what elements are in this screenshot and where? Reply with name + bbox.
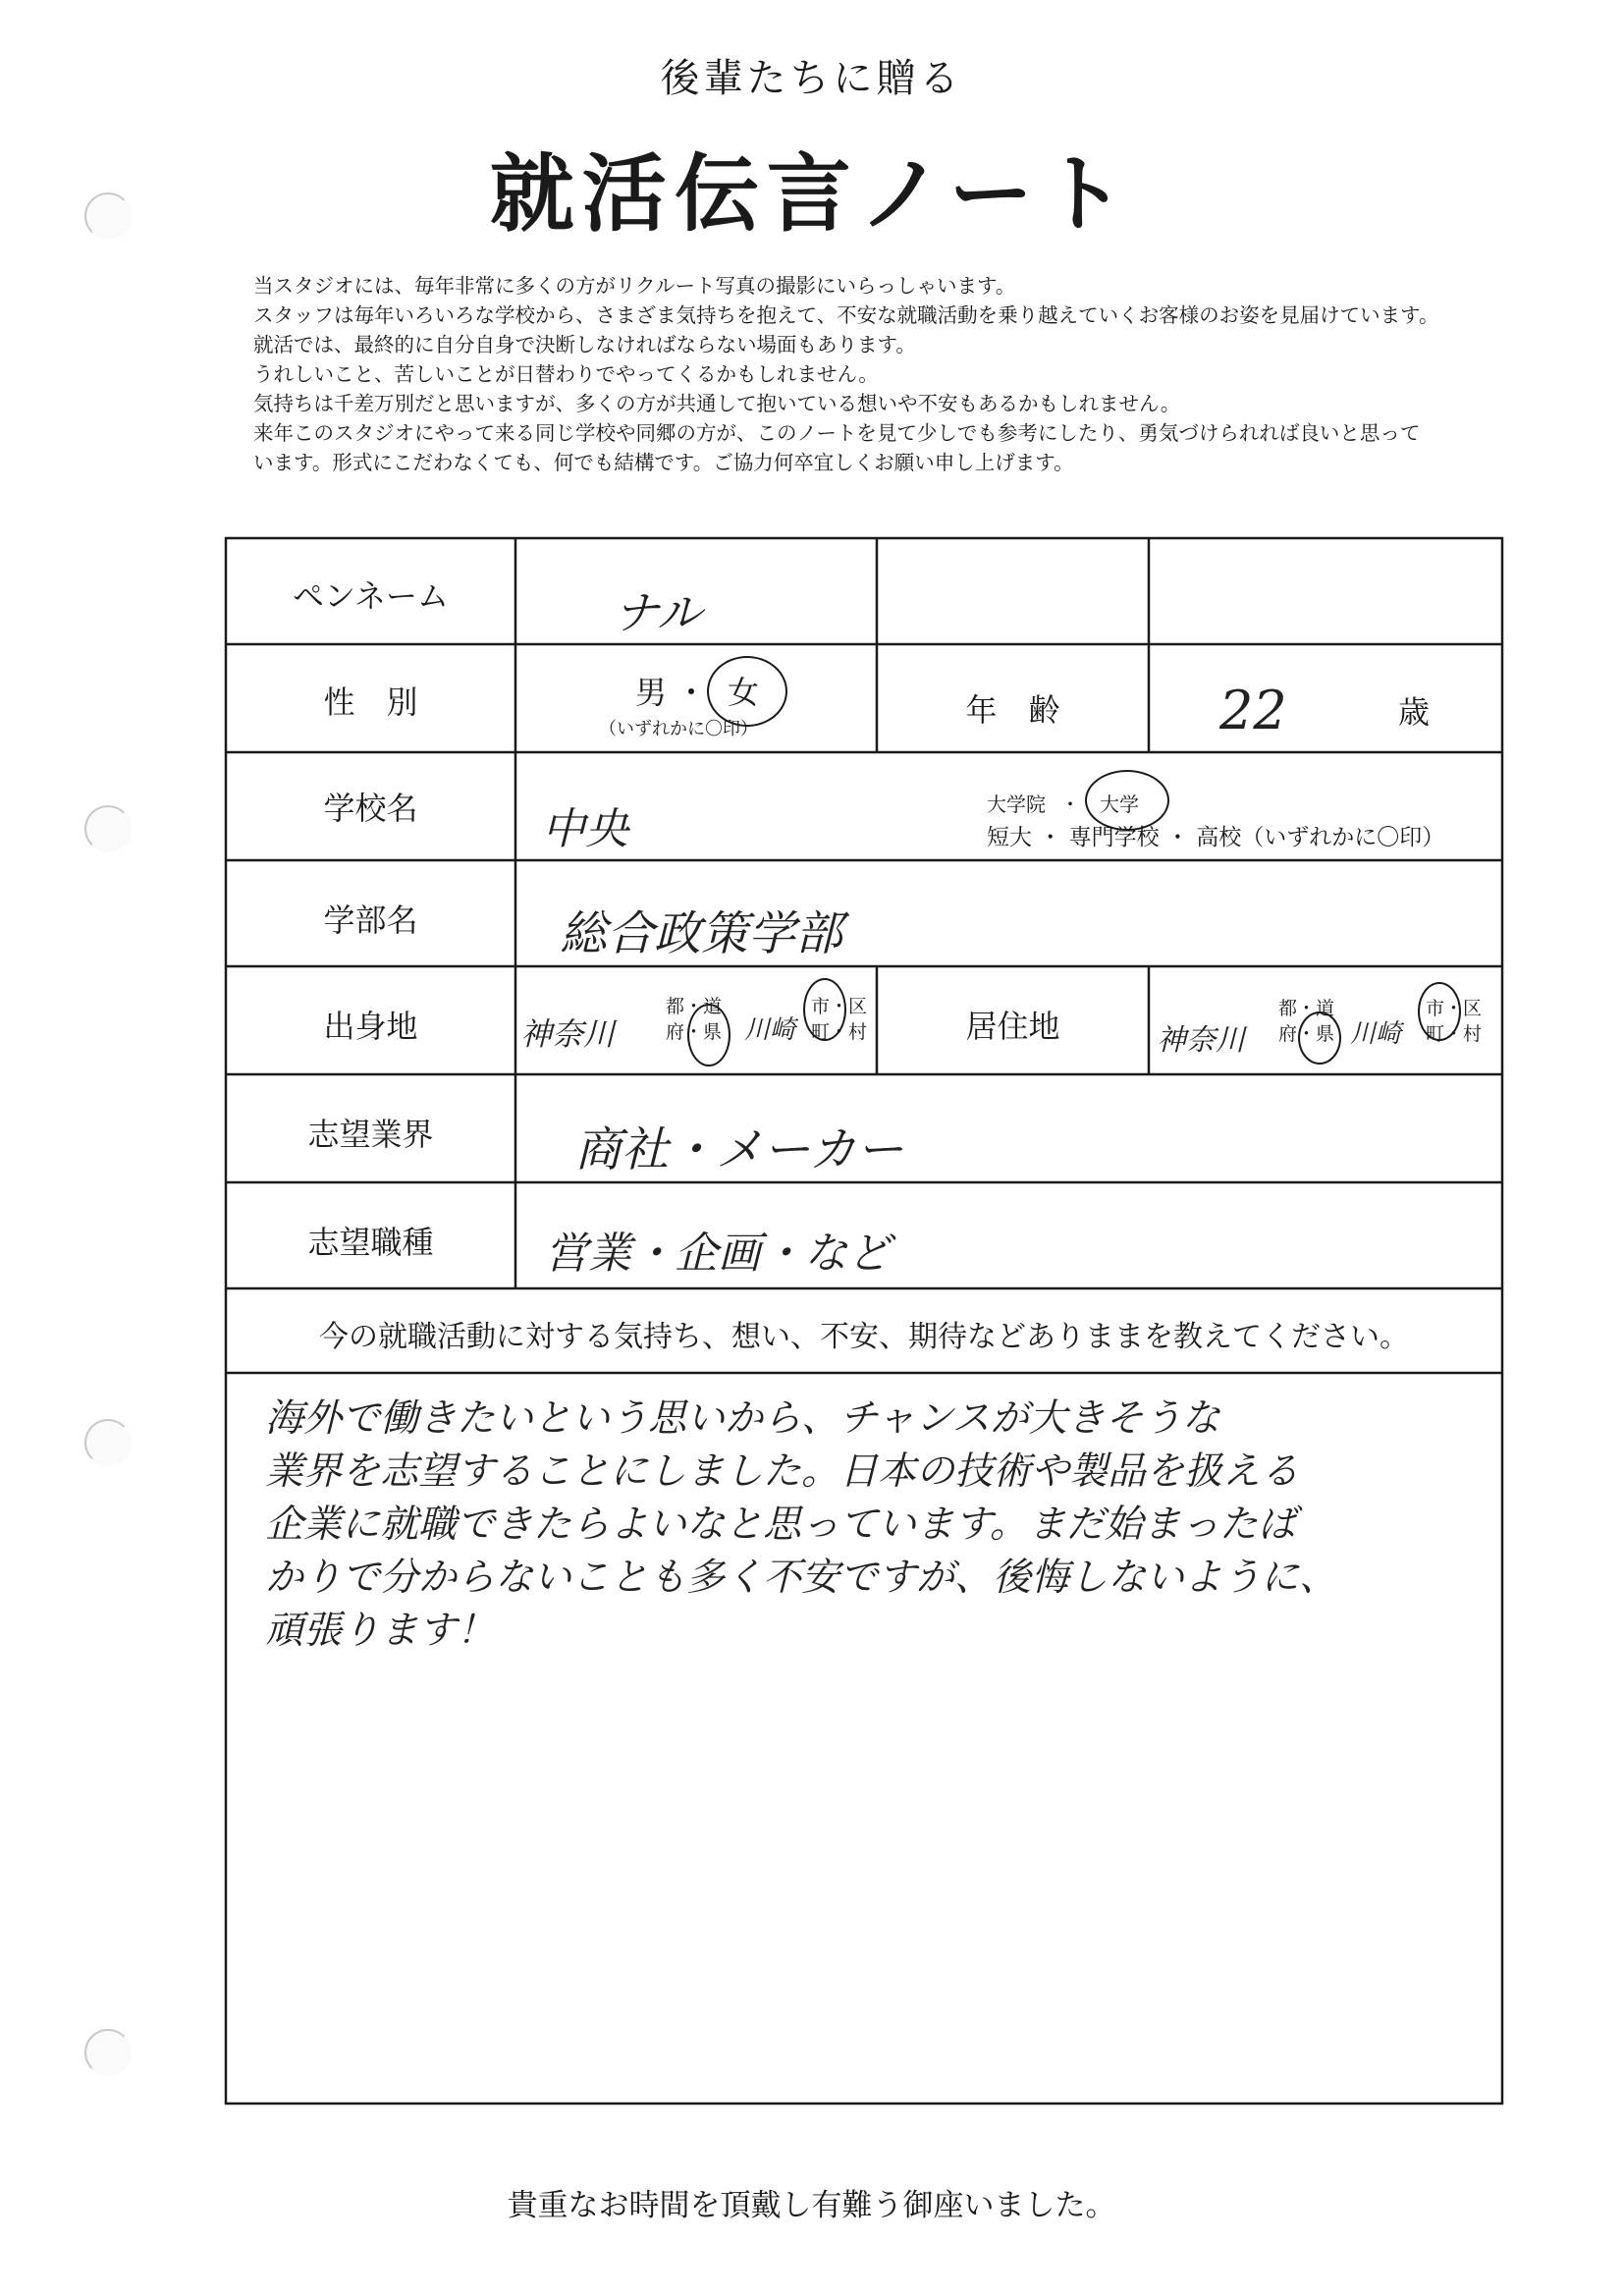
residence-pref-type-top: 都・道 [1278,998,1335,1019]
page-subtitle: 後輩たちに贈る [660,56,963,101]
age-label: 年 齢 [965,691,1060,729]
industry-label: 志望業界 [307,1116,434,1153]
residence-pref-circle [1298,1011,1341,1065]
hometown-city-value: 川崎 [744,1015,796,1045]
answer-text [265,1393,1492,1658]
residence-label: 居住地 [965,1008,1060,1045]
residence-city-type-bottom: 町・村 [1426,1023,1483,1045]
question-text: 今の就職活動に対する気持ち、想い、不安、期待などありままを教えてください。 [319,1320,1409,1354]
hometown-pref-type-bottom: 府・県 [666,1021,723,1043]
job-label: 志望職種 [307,1224,434,1261]
intro-line: 来年このスタジオにやって来る同じ学校や同郷の方が、このノートを見て少しでも参考にしたり、勇気づけられれば良いと思って [253,421,1421,445]
school-type-grad: 大学院 [987,793,1046,816]
hometown-city-type-bottom: 町・村 [811,1021,868,1043]
residence-city-value: 川崎 [1350,1019,1402,1049]
school-label: 学校名 [323,790,418,827]
hometown-pref-circle [687,1004,730,1066]
answer-line: 企業に就職できたらよいなと思っています。まだ始まったば [265,1503,1296,1547]
faculty-value: 総合政策学部 [560,906,843,961]
footer-thanks: 貴重なお時間を頂戴し有難う御座いました。 [507,2188,1116,2223]
residence-pref-value: 神奈川 [1157,1023,1245,1058]
school-type-others: 短大 ・ 専門学校 ・ 高校（いずれかに〇印） [987,825,1445,850]
school-value: 中央 [542,804,628,854]
age-unit: 歳 [1397,693,1430,731]
answer-line: 海外で働きたいという思いから、チャンスが大きそうな [265,1396,1220,1441]
answer-line: 業界を志望することにしました。日本の技術や製品を扱える [265,1449,1300,1494]
intro-line: 当スタジオには、毎年非常に多くの方がリクルート写真の撮影にいらっしゃいます。 [253,274,1016,298]
residence-pref-type-bottom: 府・県 [1278,1023,1335,1045]
residence-city-type-top: 市・区 [1426,998,1483,1019]
intro-line: 気持ちは千差万別だと思いますが、多くの方が共通して抱いている想いや不安もあるかもしれません。 [253,392,1181,415]
age-value: 22 [1219,680,1287,741]
answer-line: 頑張ります！ [265,1609,496,1653]
gender-dot: ・ [676,674,708,711]
answer-line: かりで分からないことも多く不安ですが、後悔しないように、 [265,1556,1338,1600]
intro-line: スタッフは毎年いろいろな学校から、さまざま気持ちを抱えて、不安な就職活動を乗り越えていくお客様のお姿を見届けています。 [253,303,1439,327]
intro-line: います。形式にこだわなくても、何でも結構です。ご協力何卒宜しくお願い申し上げます。 [253,451,1074,474]
pen-name-label: ペンネーム [292,577,450,615]
page-title: 就活伝言ノート [489,145,1134,244]
pen-name-value: ナル [614,586,702,639]
hometown-label: 出身地 [323,1008,418,1045]
intro-line: うれしいこと、苦しいことが日替わりでやってくるかもしれません。 [253,362,879,386]
hometown-city-type-top: 市・区 [811,996,868,1017]
gender-label: 性 別 [323,683,418,721]
intro-line: 就活では、最終的に自分自身で決断しなければならない場面もあります。 [253,333,916,356]
hometown-pref-type-top: 都・道 [666,996,723,1017]
school-type-univ: 大学 [1100,793,1139,816]
hometown-pref-value: 神奈川 [520,1015,616,1053]
job-value: 営業・企画・など [545,1229,891,1279]
gender-note: （いずれかに〇印） [599,719,758,739]
residence-city-circle [1418,982,1461,1041]
gender-option-male: 男 [634,674,667,711]
faculty-label: 学部名 [323,902,418,939]
school-type-sep: ・ [1060,793,1080,816]
gender-option-female: 女 [727,674,759,711]
industry-value: 商社・メーカー [574,1122,904,1177]
hometown-city-circle [803,978,846,1041]
